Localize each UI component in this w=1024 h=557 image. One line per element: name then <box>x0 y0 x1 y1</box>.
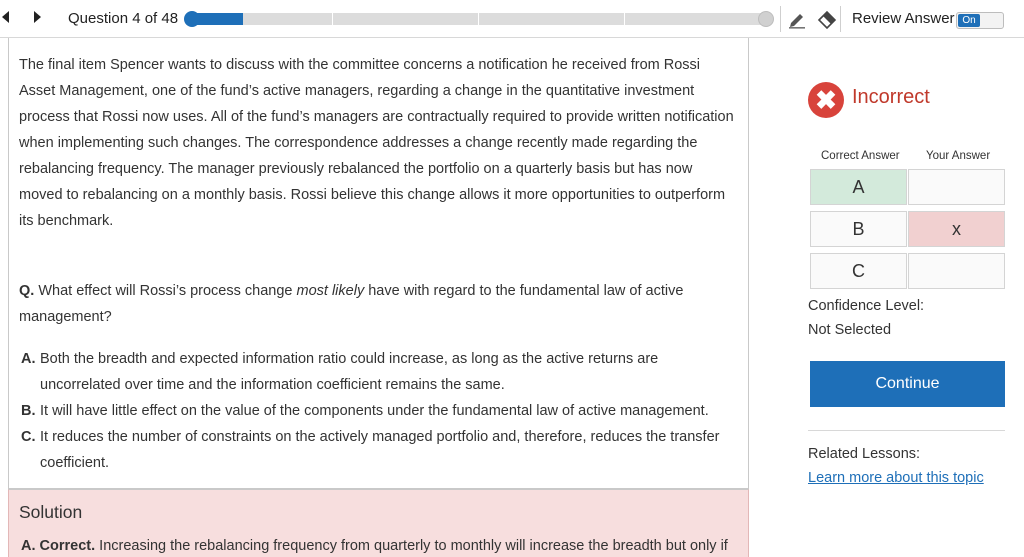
solution-title: Solution <box>19 502 83 522</box>
top-toolbar <box>0 0 1024 38</box>
solution-panel <box>8 489 749 557</box>
option-cell: B <box>810 211 907 247</box>
pencil-icon[interactable] <box>786 9 808 29</box>
correct-answer-cell: A <box>810 169 907 205</box>
progress-start-knob <box>184 11 200 27</box>
result-status: Incorrect <box>852 86 930 108</box>
solution-explanation: Increasing the rebalancing frequency from quarterly to monthly will increase the breadth but only if <box>95 538 728 554</box>
eraser-icon[interactable] <box>816 9 838 29</box>
progress-divider <box>624 13 625 25</box>
question-text-start: What effect will Rossi’s process change <box>34 283 297 299</box>
your-answer-cell-wrong: x <box>908 211 1005 247</box>
solution-label: A. Correct. <box>21 538 96 554</box>
question-text-end: have with regard to the fundamental law of active management? <box>19 283 684 325</box>
question-prefix: Q. <box>19 283 35 299</box>
question-emphasis: most likely <box>296 283 365 299</box>
toolbar-divider <box>780 6 781 32</box>
choice-letter: A. <box>21 351 36 367</box>
choice-letter: C. <box>21 429 36 445</box>
close-icon: ✖ <box>808 82 844 118</box>
confidence-label: Confidence Level: <box>808 298 925 314</box>
your-answer-cell <box>908 169 1005 205</box>
related-lessons-label: Related Lessons: <box>808 446 921 462</box>
choice-b[interactable] <box>21 398 741 424</box>
confidence-value: Not Selected <box>808 322 892 338</box>
progress-bar[interactable] <box>186 13 772 25</box>
choice-text: It reduces the number of constraints on the actively managed portfolio and, therefore, reduces the transfer coefficient. <box>40 429 720 471</box>
your-answer-header: Your Answer <box>926 150 991 162</box>
your-answer-cell <box>908 253 1005 289</box>
solution-text <box>21 536 741 556</box>
related-lesson-link[interactable]: Learn more about this topic <box>808 470 984 486</box>
choice-text: It will have little effect on the value of the components under the fundamental law of active management. <box>40 403 709 419</box>
question-counter: Question 4 of 48 <box>68 10 179 27</box>
question-prompt <box>19 278 739 330</box>
question-stem: The final item Spencer wants to discuss with the committee concerns a notification he received from Rossi Asset Management, one of the fund’s active managers, regarding a change in the quantitative investment process that Rossi now uses. All of the fund’s managers are contractually required to provide written notification when implementing such changes. The correspondence addresses a change recently made regarding the rebalancing frequency. The manager previously rebalanced the portfolio on a quarterly basis but has now moved to rebalancing on a monthly basis. Rossi believe this change allows it more opportunities to outperform its benchmark. <box>19 57 734 229</box>
next-question-icon[interactable] <box>34 11 41 23</box>
choice-letter: B. <box>21 403 36 419</box>
choice-a[interactable] <box>21 346 741 398</box>
answer-choices <box>21 346 741 476</box>
choice-text: Both the breadth and expected information ratio could increase, as long as the active returns are uncorrelated over time and the information coefficient remains the same. <box>40 351 659 393</box>
review-answer-toggle[interactable] <box>956 12 1004 29</box>
continue-button[interactable]: Continue <box>810 361 1005 407</box>
review-answer-label: Review Answer <box>852 10 955 27</box>
toolbar-divider <box>840 6 841 32</box>
option-cell: C <box>810 253 907 289</box>
progress-end-knob <box>758 11 774 27</box>
correct-answer-header: Correct Answer <box>821 150 900 162</box>
question-panel <box>8 38 749 489</box>
progress-divider <box>478 13 479 25</box>
previous-question-icon[interactable] <box>2 11 9 23</box>
choice-c[interactable] <box>21 424 741 476</box>
toggle-on-label: On <box>958 14 980 27</box>
progress-divider <box>332 13 333 25</box>
panel-divider <box>808 430 1005 431</box>
